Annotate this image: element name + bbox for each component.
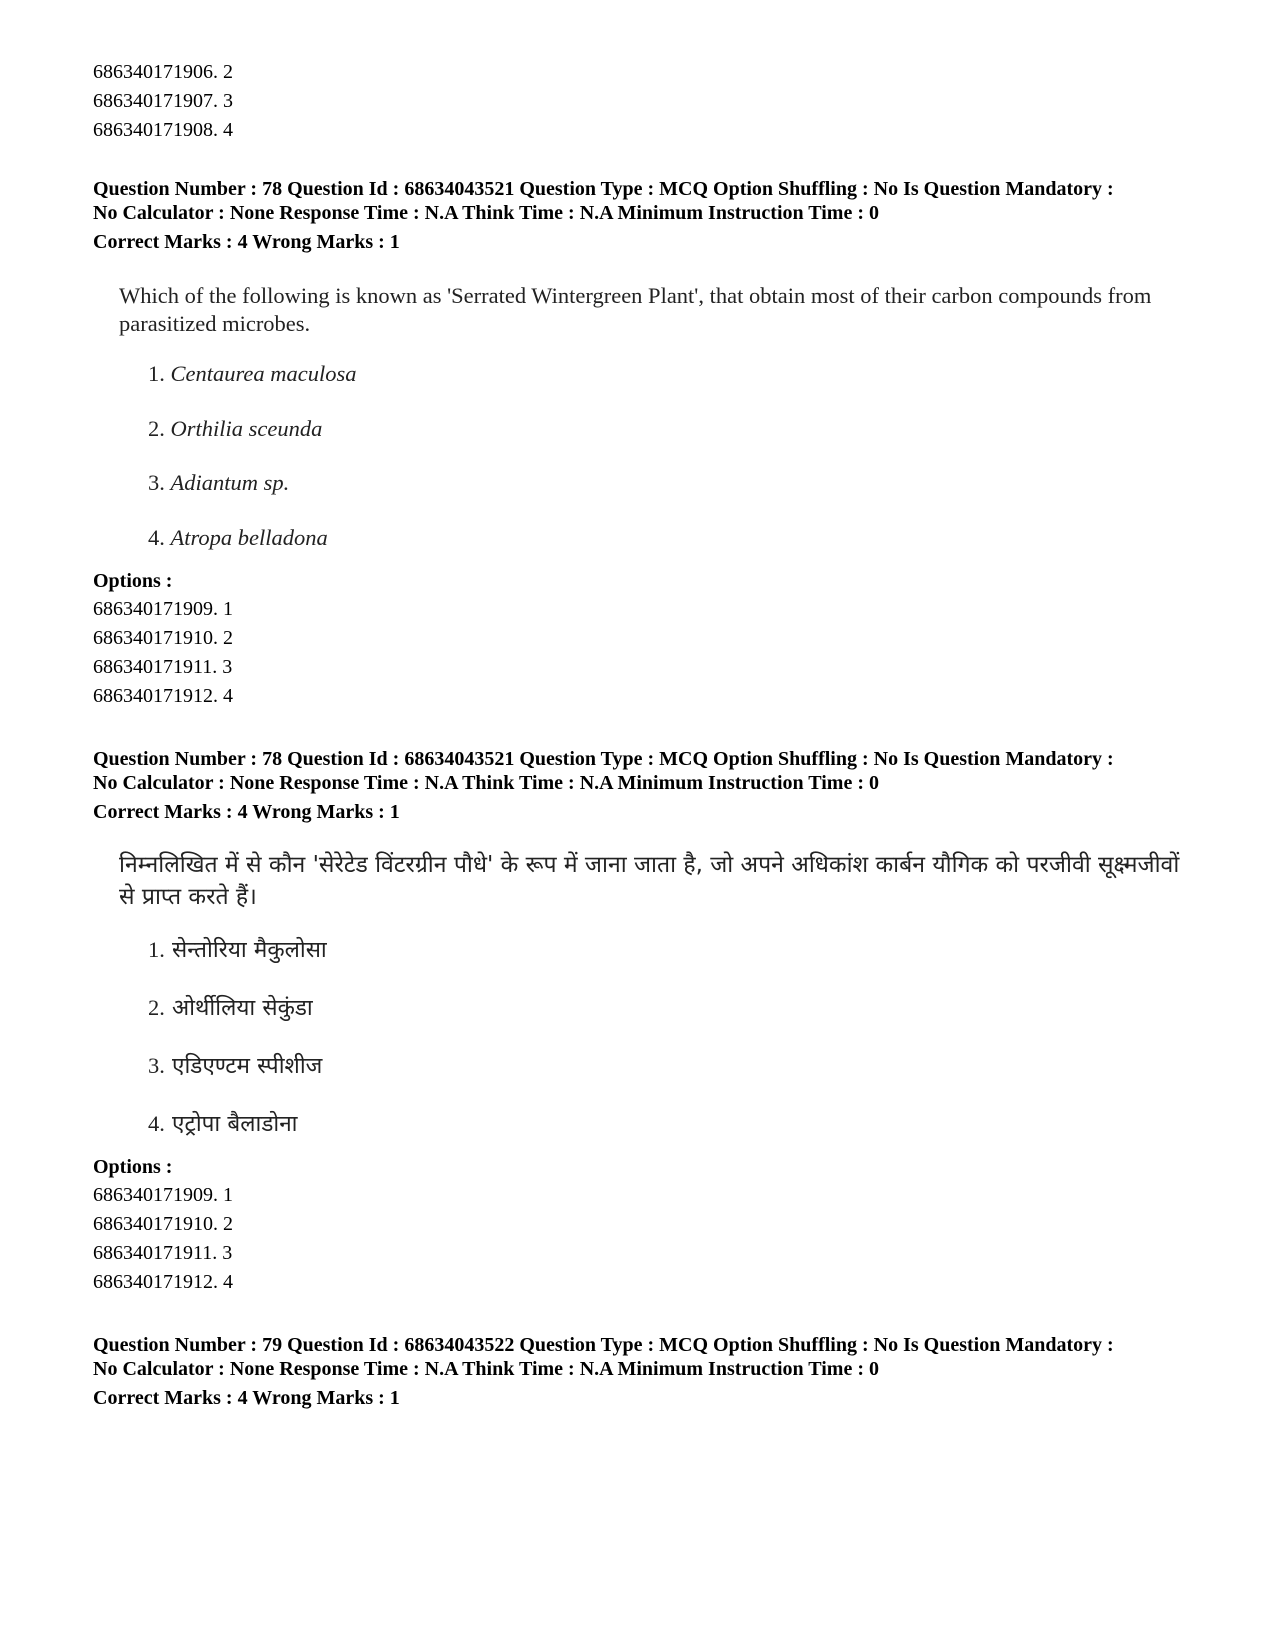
question-text: Which of the following is known as 'Serrated Wintergreen Plant', that obtain most of their carbon compounds from parasitized microbes.: [119, 283, 1152, 336]
question-header-line2: No Calculator : None Response Time : N.A Think Time : N.A Minimum Instruction Time : 0: [93, 771, 879, 794]
question-header-line2: No Calculator : None Response Time : N.A Think Time : N.A Minimum Instruction Time : 0: [93, 1357, 879, 1380]
choice-item: [148, 935, 1193, 993]
option-line: 686340171911. 3: [93, 655, 233, 678]
choice-text: Atropa belladona: [170, 524, 328, 550]
option-line: 686340171910. 2: [93, 1212, 233, 1235]
choice-item: [148, 1109, 1193, 1151]
choice-item: [148, 993, 1193, 1051]
marks-line: Correct Marks : 4 Wrong Marks : 1: [93, 1386, 400, 1409]
choice-text: Adiantum sp.: [170, 470, 290, 495]
marks-line: Correct Marks : 4 Wrong Marks : 1: [93, 800, 400, 823]
choice-number: 3.: [148, 470, 165, 495]
option-line: 686340171911. 3: [93, 1241, 233, 1264]
choice-text: एडिएण्टम स्पीशीज: [172, 1052, 323, 1079]
question-block-78-hindi: [93, 747, 1193, 1297]
choice-item: [148, 525, 1193, 565]
choice-number: 1.: [148, 936, 165, 962]
options-label: Options :: [93, 1155, 173, 1178]
choice-item: [148, 1051, 1193, 1109]
option-line: 686340171907. 3: [93, 90, 233, 112]
choice-item: [148, 470, 1193, 525]
question-header-line1: Question Number : 78 Question Id : 68634043521 Question Type : MCQ Option Shuffling : No Is Question Mandatory :: [93, 747, 1114, 770]
option-line: 686340171912. 4: [93, 684, 233, 707]
answer-choices: [93, 361, 1193, 565]
question-header-line1: Question Number : 78 Question Id : 68634043521 Question Type : MCQ Option Shuffling : No Is Question Mandatory :: [93, 178, 1114, 200]
question-header-line1: Question Number : 79 Question Id : 68634043522 Question Type : MCQ Option Shuffling : No Is Question Mandatory :: [93, 1333, 1114, 1356]
choice-text: एट्रोपा बैलाडोना: [172, 1110, 298, 1137]
choice-number: 4.: [148, 1110, 165, 1136]
option-line: 686340171909. 1: [93, 597, 233, 620]
option-line: 686340171910. 2: [93, 626, 233, 649]
choice-item: [148, 416, 1193, 471]
option-line: 686340171912. 4: [93, 1270, 233, 1293]
question-text: निम्नलिखित में से कौन 'सेरेटेड विंटरग्रीन पौधे' के रूप में जाना जाता है, जो अपने अधिकांश कार्बन यौगिक को परजीवी सूक्ष्मजीवों से प्राप्त करते हैं।: [119, 851, 1180, 910]
options-label: Options :: [93, 569, 173, 592]
answer-choices: [93, 935, 1193, 1151]
choice-text: Centaurea maculosa: [170, 361, 357, 386]
choice-number: 1.: [148, 361, 165, 386]
choice-number: 4.: [148, 524, 165, 550]
previous-options: [93, 58, 1193, 145]
question-header-line2: No Calculator : None Response Time : N.A Think Time : N.A Minimum Instruction Time : 0: [93, 202, 879, 224]
question-block-78-english: [93, 177, 1193, 711]
choice-item: [148, 361, 1193, 416]
choice-number: 3.: [148, 1052, 165, 1078]
choice-number: 2.: [148, 415, 165, 441]
option-line: 686340171906. 2: [93, 61, 233, 83]
option-line: 686340171908. 4: [93, 119, 233, 141]
choice-number: 2.: [148, 994, 165, 1020]
marks-line: Correct Marks : 4 Wrong Marks : 1: [93, 231, 400, 253]
choice-text: ओर्थीलिया सेकुंडा: [172, 994, 313, 1021]
choice-text: सेन्तोरिया मैकुलोसा: [172, 936, 327, 963]
question-block-79: [93, 1333, 1193, 1413]
document-page: [93, 58, 1193, 1413]
choice-text: Orthilia sceunda: [170, 415, 323, 441]
option-line: 686340171909. 1: [93, 1183, 233, 1206]
